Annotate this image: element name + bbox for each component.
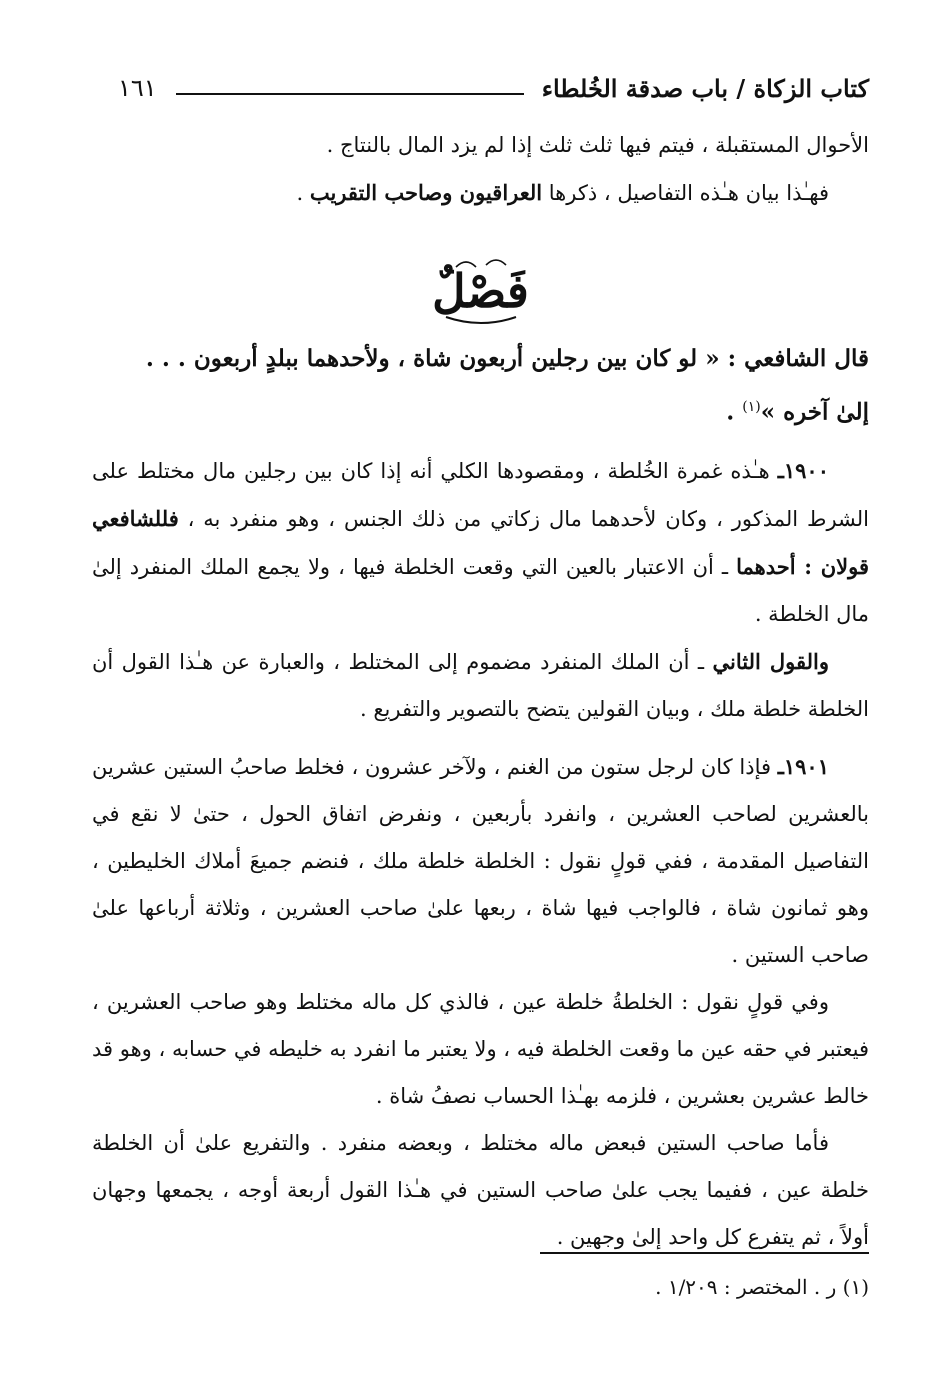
paragraph-number-1901: ١٩٠١ـ: [777, 753, 829, 779]
intro-line-2-a: فهـٰذا بيان هـٰذه التفاصيل ، ذكرها: [542, 181, 829, 205]
intro-line-2-c: .: [296, 181, 310, 205]
header-rule: [176, 93, 524, 95]
footnote-ref: (١): [742, 399, 761, 415]
footnote-rule: [540, 1252, 869, 1254]
intro-line-2-b: العراقيون وصاحب التقريب: [309, 180, 543, 205]
paragraph-1900-text: هـٰذه غمرة الخُلطة ، ومقصودها الكلي أنه إذا كان بين رجلين مال مختلط على الشرط المذكور ، وكان لأحدهما مال زكاتي من ذلك الجنس ، وهو منفرد به ،: [92, 458, 869, 531]
intro-line-1: الأحوال المستقبلة ، فيتم فيها ثلث ثلث إذا لم يزد المال بالنتاج .: [326, 133, 869, 157]
main-text: [92, 122, 869, 1261]
paragraph-number-1900: ١٩٠٠ـ: [777, 457, 829, 483]
footnote: (١) ر . المختصر : ١/٢٠٩ .: [655, 1275, 869, 1299]
paragraph-1900: [92, 447, 869, 638]
running-header: [118, 74, 869, 114]
paragraph-1900-text-2: ـ أن الاعتبار بالعين التي وقعت الخلطة فيها ، ولا يجمع الملك المنفرد إلىٰ مال الخلطة .: [92, 554, 869, 626]
shafii-quote-a: قال الشافعي : « لو كان بين رجلين أربعون شاة ، ولأحدهما ببلدٍ أربعون . . .: [145, 345, 869, 372]
paragraph-1901-text: فإذا كان لرجل ستون من الغنم ، ولآخر عشرون ، فخلط صاحبُ الستين عشرين بالعشرين لصاحب العشرين ، وانفرد بأربعين ، ونفرض اتفاق الحول ، حتىٰ لا نقع في التفاصيل المقدمة ، ففي قولٍ نقول : الخلطة خلطة ملك ، فنضم جميعَ أملاك الخليطين ، وهو ثمانون شاة ، فالواجب فيها شاة ، ربعها علىٰ صاحب العشرين ، وثلاثة أرباعها علىٰ صاحب الستين .: [92, 754, 869, 967]
paragraph-1900-bold: فللشافعي قولان : أحدهما: [92, 505, 869, 579]
paragraph-1901: [92, 743, 869, 979]
shafii-quote-end: .: [726, 398, 743, 426]
paragraph-final: فأما صاحب الستين فبعض ماله مختلط ، وبعضه منفرد . والتفريع علىٰ أن الخلطة خلطة عين ، ففيما يجب علىٰ صاحب الستين في هـٰذا القول أربعة أوجه ، يجمعها وجهان أولاً ، ثم يتفرع كل واحد إلىٰ وجهين .: [92, 1130, 869, 1249]
second-saying-bold: والقول الثاني: [712, 648, 829, 674]
page-number: ١٦١: [118, 74, 157, 102]
second-saying-text: ـ أن الملك المنفرد مضموم إلى المختلط ، والعبارة عن هـٰذا القول أن الخلطة خلطة ملك ، وبيان القولين يتضح بالتصوير والتفريع .: [92, 649, 869, 721]
shafii-quote-b: إلىٰ آخره »: [760, 398, 869, 426]
section-heading-ornament: [92, 257, 869, 335]
paragraph-second-saying: [92, 638, 869, 733]
paragraph-other-saying: وفي قولٍ نقول : الخلطةُ خلطة عين ، فالذي كل ماله مختلط وهو صاحب العشرين ، فيعتبر في حقه عين ما وقعت الخلطة فيه ، ولا يعتبر ما انفرد به خليطه في حسابه ، وهو قد خالط عشرين بعشرين ، فلزمه بهـٰذا الحساب نصفُ شاة .: [92, 989, 869, 1108]
section-heading: فَصْلٌ: [432, 264, 529, 318]
shafii-quote: [92, 335, 869, 437]
header-title: كتاب الزكاة / باب صدقة الخُلطاء: [541, 74, 869, 103]
intro-line-2: [92, 169, 869, 217]
